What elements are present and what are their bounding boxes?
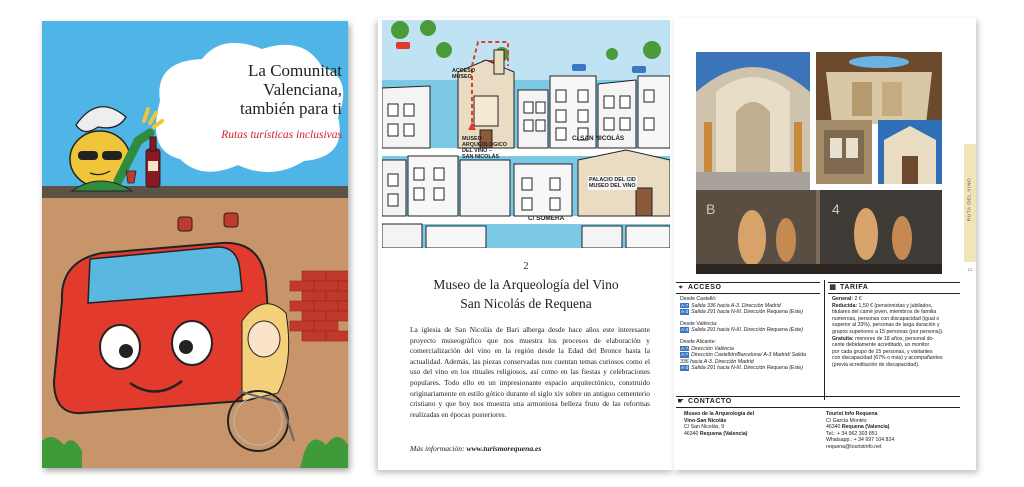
access-heading (676, 282, 820, 294)
cover-subtitle: Rutas turísticas inclusivas (221, 129, 342, 141)
road-badge: A-3 (681, 327, 689, 333)
contact-city: Requena (Valencia) (841, 424, 890, 431)
more-info-link[interactable]: www.turismorequena.es (466, 444, 542, 453)
fare-text: menores de 18 años, personal do- (855, 335, 935, 342)
map-label-line: PALACIO DEL CID (589, 177, 636, 183)
map-label-line: MUSEO (462, 136, 482, 142)
route-text: Dirección Castellón/Barcelona/ A-3 Madrid/ Salida (691, 352, 807, 359)
route-text: 336 hacia A-3. Dirección Madrid (680, 358, 754, 365)
photo-stone-room (816, 120, 872, 184)
access-origin: Desde Castelló: (680, 296, 717, 302)
chapter-title-line: Museo de la Arqueología del Vino (433, 277, 619, 292)
road-badge: A-3 (681, 309, 689, 315)
access-route (680, 309, 822, 316)
route-text: Salida 291 hacia N-III. Dirección Requena (Este) (691, 365, 804, 372)
page-number: 11 (967, 267, 973, 272)
street-map (382, 20, 670, 248)
fare-heading-label: TARIFA (840, 284, 869, 291)
fare-text: titulares del carné joven, miembros de familia (832, 309, 937, 316)
brochure-cover (42, 21, 348, 468)
map-label-access (452, 68, 475, 80)
access-heading-label: ACCESO (688, 284, 722, 291)
contact-address: C/ García Montés (826, 417, 867, 424)
brochure-page-left (378, 18, 674, 470)
photo-vault-image (816, 52, 942, 124)
access-route (680, 365, 822, 372)
fare-text: cente debidamente acreditado, un monitor (832, 342, 930, 349)
map-label-street-somera: C/ SOMERA (528, 215, 565, 222)
access-origin: Desde València: (680, 320, 718, 327)
more-info-label: Más información: (410, 444, 465, 453)
svg-text:B: B (706, 201, 716, 217)
map-illustration (382, 20, 670, 248)
map-label-street-san-nicolas: C/ SAN NICOLÁS (572, 135, 625, 142)
photo-stone-room-image (816, 120, 872, 184)
cover-title-line: también para ti (240, 99, 342, 118)
map-label-line: ARQUEOLÓGICO (462, 142, 507, 148)
column-divider (824, 280, 825, 400)
map-label-line: MUSEO (452, 74, 472, 80)
photo-exhibition-amphorae-image (696, 190, 942, 274)
contact-name: Vino-San Nicolás (684, 417, 727, 424)
map-label-line: DEL VINO – (462, 148, 492, 154)
fare-label: General: (832, 296, 854, 302)
photo-vault (816, 52, 942, 124)
fare-label: Gratuita: (832, 335, 854, 342)
fare-heading (828, 282, 960, 294)
road-badge: A-3 (681, 365, 689, 371)
map-label-line: MUSEO DEL VINO (589, 183, 636, 189)
contact-name: Museo de la Arqueología del (684, 411, 755, 417)
road-badge: A-7 (681, 302, 689, 308)
fare-details (832, 296, 962, 369)
svg-text:4: 4 (832, 201, 840, 217)
road-badge: A-7 (681, 345, 689, 351)
contact-city: Requena (Valencia) (699, 430, 748, 437)
pointing-hand-icon: ☛ (677, 398, 685, 405)
more-info (410, 444, 541, 453)
map-label-palace (588, 176, 637, 190)
contact-email[interactable]: requena@touristinfo.net (826, 443, 882, 450)
access-route (680, 303, 822, 310)
contact-address: C/ San Nicolás, 9 (684, 424, 725, 431)
route-icon: ⌖ (678, 284, 684, 291)
fare-text: (previa acreditación de discapacidad). (832, 361, 920, 368)
fare-text: numerosa, personas con discapacidad (igual o (832, 315, 940, 322)
fare-text: por cada grupo de 15 personas, y visitantes (832, 348, 933, 355)
fare-text: superior al 33%), personas de larga duración y (832, 322, 940, 329)
photo-facade (878, 120, 942, 184)
fare-value: 2 € (854, 296, 862, 302)
chapter-title (398, 275, 654, 313)
contact-phone[interactable]: Tel.: + 34 962 303 851 (826, 430, 878, 437)
cover-title-line: Valenciana, (263, 80, 342, 99)
access-directions (680, 296, 822, 372)
fare-label: Reducida: (832, 302, 858, 309)
contact-zip: 46340 (826, 424, 841, 431)
cover-title (182, 61, 342, 118)
photo-facade-image (878, 120, 942, 184)
cover-title-line: La Comunitat (248, 61, 342, 80)
route-text: Dirección València (691, 345, 734, 352)
photo-exhibition-amphorae (696, 190, 942, 274)
contact-museum (684, 411, 812, 437)
contact-name: Tourist Info Requena (826, 411, 878, 417)
contact-zip: 46340 (684, 430, 699, 437)
grid-icon: ▦ (829, 284, 837, 291)
map-label-museum (462, 136, 507, 160)
road-badge: A-7 (681, 352, 689, 358)
contact-heading (676, 396, 960, 408)
chapter-title-line: San Nicolás de Requena (460, 296, 592, 311)
body-paragraph: La iglesia de San Nicolás de Bari alberga desde hace años este interesante proyecto museográfico que nos muestra los procesos de elaboración y comercialización del vino en la región desde la Edad del Bronce hasta la actualidad. Además, las piezas conservadas nos cuentan temas curiosos como el uso del vino en los rituales religiosos, así como en las fiestas y celebraciones populares. Todo ello en un impresionante espacio arquitectónico, construido originariamente en estilo gótico durante el siglo xiv sobre un antiguo cementerio cristiano y que hoy nos muestra una armoniosa belleza fruto de las reformas realizadas en épocas posteriores. (410, 325, 650, 419)
chapter-number: 2 (523, 261, 529, 272)
brochure-page-right (674, 18, 976, 470)
access-route (680, 327, 822, 334)
access-route (680, 346, 822, 353)
access-origin: Desde Alicante: (680, 338, 717, 345)
contact-tourist-info (826, 411, 958, 451)
route-text: Salida 336 hacia A-3. Dirección Madrid (691, 302, 781, 309)
fare-text: con discapacidad (67% o más) y acompañantes (832, 355, 943, 362)
fare-text: 1,50 € (pensionistas y jubilados, (858, 302, 933, 309)
map-label-line: SAN NICOLÁS (462, 154, 500, 160)
route-text: Salida 291 hacia N-III. Dirección Requena (Este) (691, 309, 804, 316)
access-route (680, 352, 822, 359)
section-side-tab (964, 144, 976, 262)
contact-whatsapp[interactable]: Whatsapp.: + 34 697 104 824 (826, 437, 895, 444)
map-label-line: ACCESO (452, 68, 476, 74)
route-text: Salida 291 hacia N-III. Dirección Requena (Este) (691, 327, 804, 334)
side-tab-label: RUTA DEL VINO (967, 177, 973, 222)
contact-heading-label: CONTACTO (688, 398, 732, 405)
fare-text: grupos superiores a 15 personas (por persona)). (832, 328, 944, 335)
